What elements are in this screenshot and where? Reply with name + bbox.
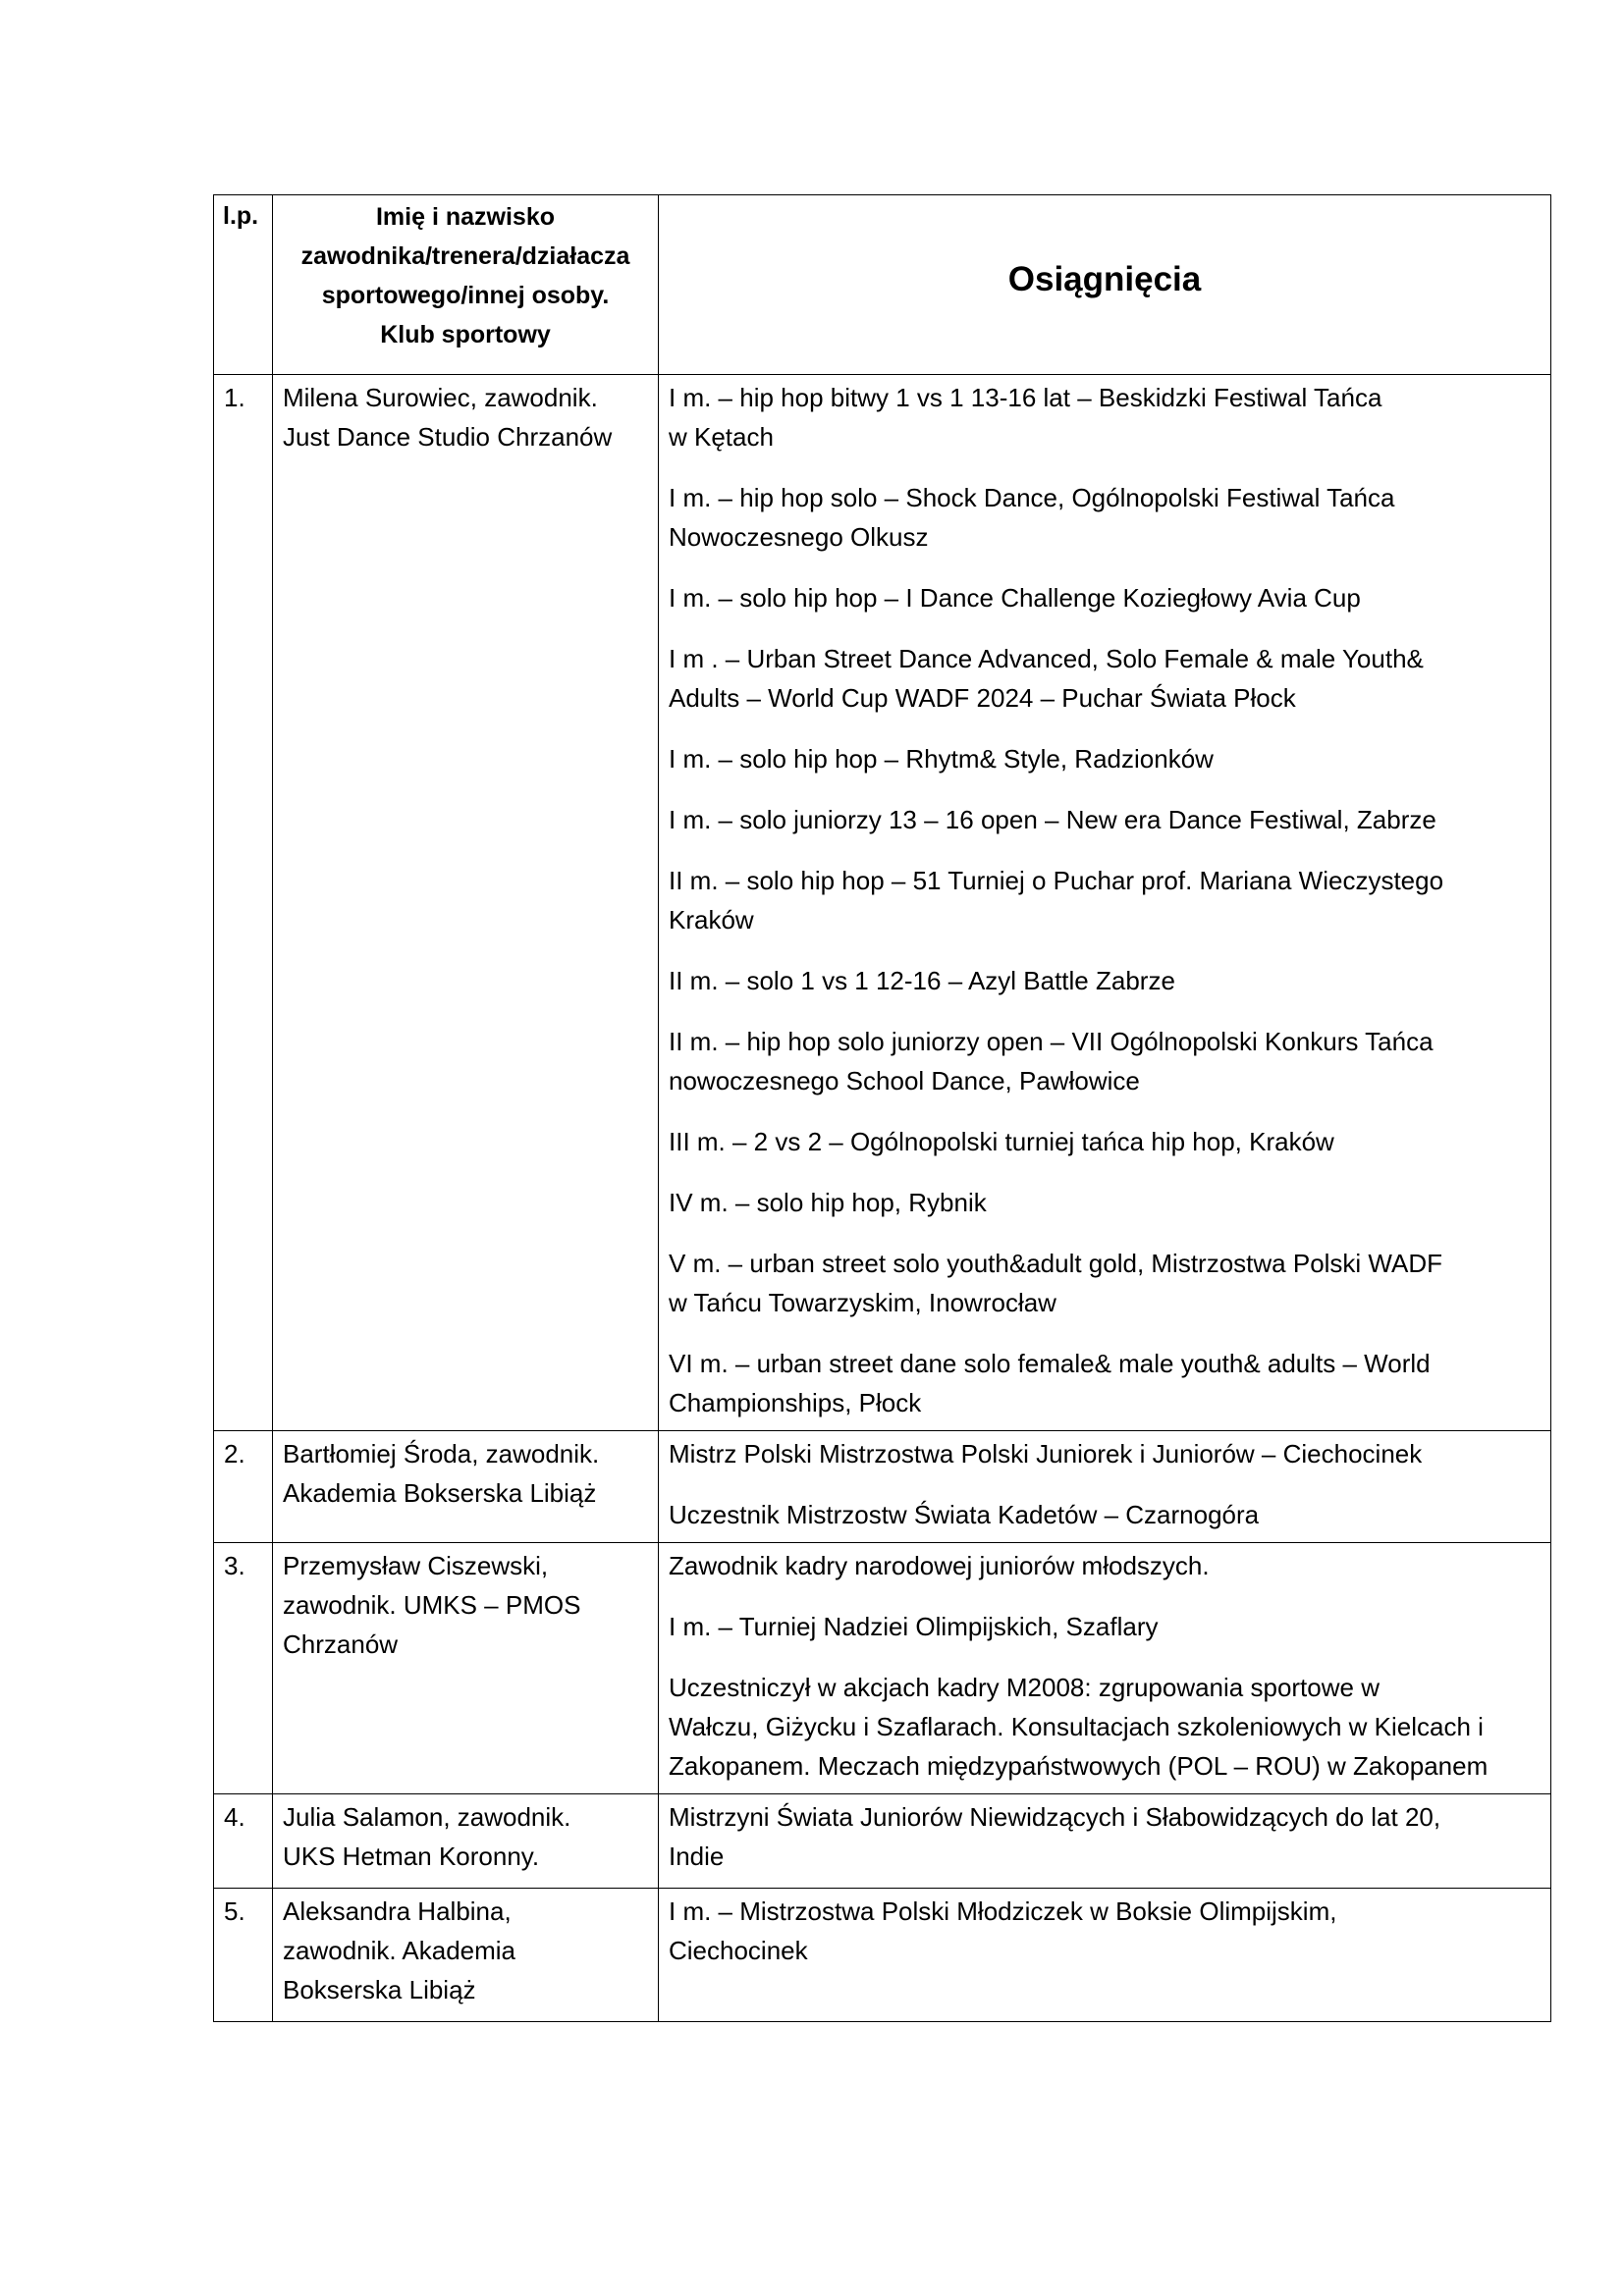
achievement-item — [669, 639, 1543, 718]
row-number: 4. — [214, 1794, 273, 1889]
achievement-item — [669, 861, 1543, 939]
achievement-line: w Kętach — [669, 422, 774, 452]
achievement-line: II m. – solo hip hop – 51 Turniej o Puchar prof. Mariana Wieczystego — [669, 866, 1444, 895]
header-name — [273, 195, 659, 375]
achievement-line: Uczestniczył w akcjach kadry M2008: zgrupowania sportowe w — [669, 1673, 1380, 1702]
achievement-line: Championships, Płock — [669, 1388, 922, 1417]
achievement-line: II m. – solo 1 vs 1 12-16 – Azyl Battle Zabrze — [669, 966, 1175, 995]
achievement-line: I m. – Turniej Nadziei Olimpijskich, Szaflary — [669, 1612, 1159, 1641]
achievement-item — [669, 1344, 1543, 1422]
row-number: 2. — [214, 1431, 273, 1543]
row-number: 3. — [214, 1543, 273, 1794]
achievement-line: Mistrzyni Świata Juniorów Niewidzących i Słabowidzących do lat 20, — [669, 1802, 1441, 1832]
table-body — [214, 375, 1551, 2022]
achievement-item — [669, 961, 1543, 1000]
table-row — [214, 1543, 1551, 1794]
achievement-line: Zawodnik kadry narodowej juniorów młodszych. — [669, 1551, 1210, 1580]
person-cell — [273, 1889, 659, 2022]
achievement-line: Indie — [669, 1842, 725, 1871]
achievement-line: Adults – World Cup WADF 2024 – Puchar Świata Płock — [669, 683, 1296, 713]
achievement-line: Nowoczesnego Olkusz — [669, 522, 929, 552]
achievement-line: Kraków — [669, 905, 754, 934]
row-number: 5. — [214, 1889, 273, 2022]
achievement-item — [669, 378, 1543, 456]
achievement-line: nowoczesnego School Dance, Pawłowice — [669, 1066, 1140, 1095]
achievement-line: Ciechocinek — [669, 1936, 808, 1965]
achievements-table — [213, 194, 1551, 2022]
achievement-item — [669, 478, 1543, 557]
achievement-item — [669, 739, 1543, 778]
person-name-line: Aleksandra Halbina, — [283, 1896, 512, 1926]
achievement-line: I m. – solo hip hop – I Dance Challenge Koziegłowy Avia Cup — [669, 583, 1361, 613]
header-name-line: sportowego/innej osoby. — [321, 282, 610, 309]
achievements-cell — [659, 375, 1551, 1431]
achievement-item — [669, 800, 1543, 839]
achievement-line: IV m. – solo hip hop, Rybnik — [669, 1188, 987, 1217]
achievement-line: Zakopanem. Meczach międzypaństwowych (POL – ROU) w Zakopanem — [669, 1751, 1489, 1781]
person-name-line: zawodnik. UMKS – PMOS — [283, 1590, 581, 1620]
achievement-line: II m. – hip hop solo juniorzy open – VII Ogólnopolski Konkurs Tańca — [669, 1027, 1434, 1056]
achievement-item — [669, 1244, 1543, 1322]
person-name-line: Just Dance Studio Chrzanów — [283, 422, 613, 452]
achievement-line: V m. – urban street solo youth&adult gold, Mistrzostwa Polski WADF — [669, 1249, 1443, 1278]
achievements-cell — [659, 1794, 1551, 1889]
achievement-item — [669, 1546, 1543, 1585]
achievements-cell — [659, 1889, 1551, 2022]
achievement-item — [669, 1607, 1543, 1646]
header-name-line: Imię i nazwisko — [375, 203, 555, 231]
person-name-line: Milena Surowiec, zawodnik. — [283, 383, 598, 412]
person-name-line: UKS Hetman Koronny. — [283, 1842, 540, 1871]
achievement-line: III m. – 2 vs 2 – Ogólnopolski turniej tańca hip hop, Kraków — [669, 1127, 1334, 1156]
person-name-line: Bartłomiej Środa, zawodnik. — [283, 1439, 600, 1468]
achievement-item — [669, 1434, 1543, 1473]
achievement-line: I m. – solo hip hop – Rhytm& Style, Radzionków — [669, 744, 1214, 774]
person-name-line: Chrzanów — [283, 1629, 399, 1659]
table-row — [214, 1794, 1551, 1889]
person-name-line: Julia Salamon, zawodnik. — [283, 1802, 571, 1832]
person-name-line: Akademia Bokserska Libiąż — [283, 1478, 597, 1508]
achievement-item — [669, 1122, 1543, 1161]
achievement-item — [669, 1892, 1543, 1970]
header-lp: l.p. — [214, 195, 273, 375]
achievement-line: Wałczu, Giżycku i Szaflarach. Konsultacjach szkoleniowych w Kielcach i — [669, 1712, 1484, 1741]
person-cell — [273, 1794, 659, 1889]
achievement-item — [669, 1022, 1543, 1100]
person-cell — [273, 1543, 659, 1794]
table-header-row — [214, 195, 1551, 375]
header-name-line: zawodnika/trenera/działacza — [300, 242, 630, 270]
person-cell — [273, 375, 659, 1431]
achievement-line: Mistrz Polski Mistrzostwa Polski Juniorek i Juniorów – Ciechocinek — [669, 1439, 1423, 1468]
achievement-line: I m. – hip hop bitwy 1 vs 1 13-16 lat – Beskidzki Festiwal Tańca — [669, 383, 1382, 412]
achievements-cell — [659, 1431, 1551, 1543]
achievement-line: VI m. – urban street dane solo female& male youth& adults – World — [669, 1349, 1431, 1378]
achievement-item — [669, 1495, 1543, 1534]
row-number: 1. — [214, 375, 273, 1431]
header-name-line: Klub sportowy — [380, 321, 551, 348]
table-row — [214, 1431, 1551, 1543]
achievement-item — [669, 1668, 1543, 1786]
achievement-line: I m. – Mistrzostwa Polski Młodziczek w Boksie Olimpijskim, — [669, 1896, 1337, 1926]
table-row — [214, 1889, 1551, 2022]
achievements-cell — [659, 1543, 1551, 1794]
achievement-item — [669, 1797, 1543, 1876]
person-name-line: Przemysław Ciszewski, — [283, 1551, 549, 1580]
achievement-line: I m. – solo juniorzy 13 – 16 open – New era Dance Festiwal, Zabrze — [669, 805, 1436, 834]
person-name-line: zawodnik. Akademia — [283, 1936, 516, 1965]
achievement-line: I m . – Urban Street Dance Advanced, Solo Female & male Youth& — [669, 644, 1424, 673]
achievement-item — [669, 578, 1543, 617]
person-cell — [273, 1431, 659, 1543]
achievement-line: w Tańcu Towarzyskim, Inowrocław — [669, 1288, 1056, 1317]
achievement-line: I m. – hip hop solo – Shock Dance, Ogólnopolski Festiwal Tańca — [669, 483, 1395, 512]
achievement-line: Uczestnik Mistrzostw Świata Kadetów – Czarnogóra — [669, 1500, 1260, 1529]
achievement-item — [669, 1183, 1543, 1222]
header-achievements: Osiągnięcia — [659, 195, 1551, 375]
person-name-line: Bokserska Libiąż — [283, 1975, 476, 2004]
table-row — [214, 375, 1551, 1431]
